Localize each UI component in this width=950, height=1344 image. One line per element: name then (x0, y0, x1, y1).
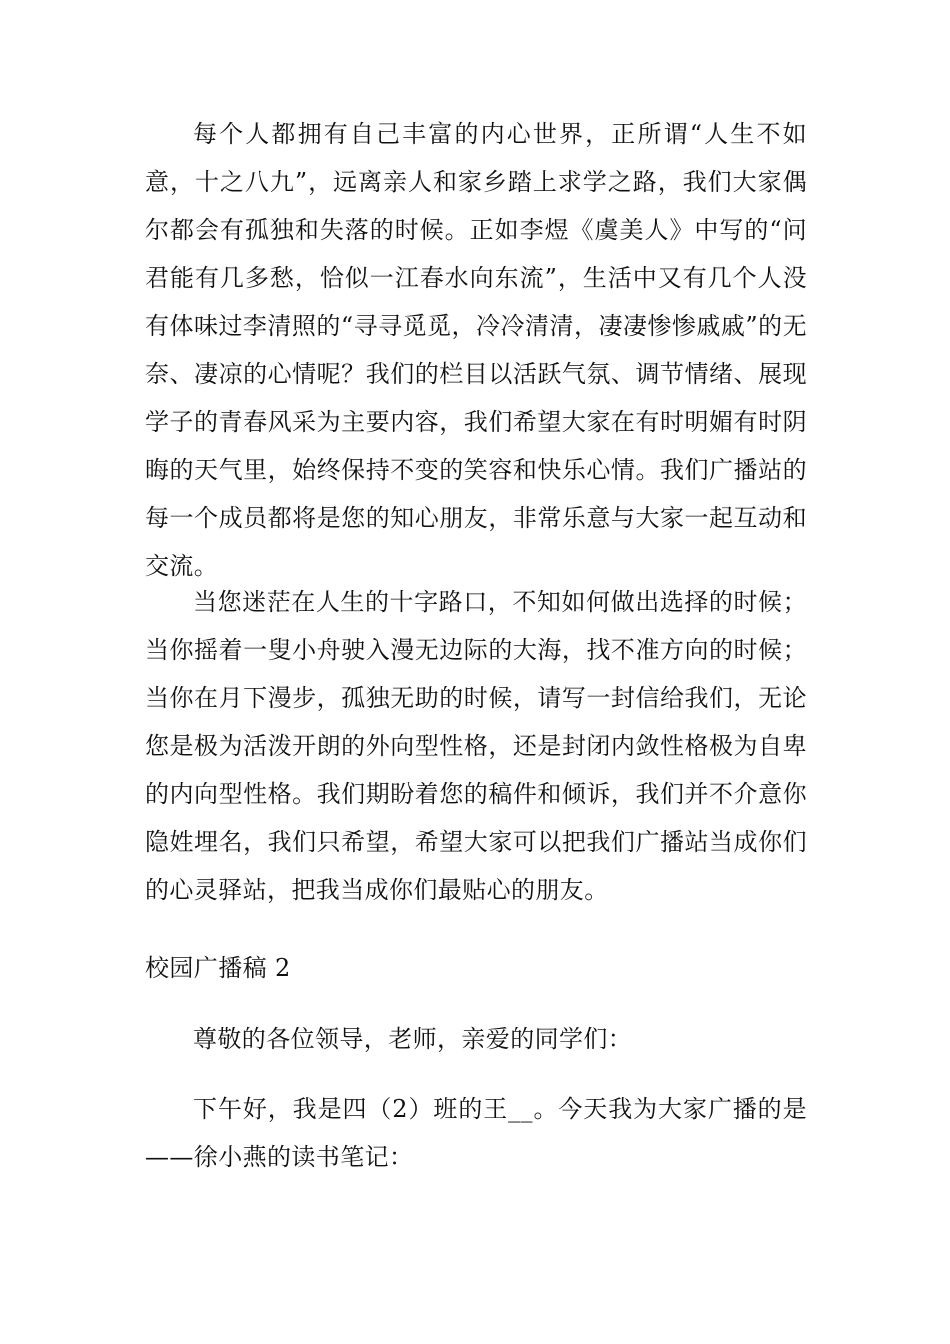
body-paragraph: 当您迷茫在人生的十字路口，不知如何做出选择的时候；当你摇着一叟小舟驶入漫无边际的大海，找不准方向的时候；当你在月下漫步，孤独无助的时候，请写一封信给我们，无论您是极为活泼开朗的外向型性格，还是封闭内敛性格极为自卑的内向型性格。我们期盼着您的稿件和倾诉，我们并不介意你隐姓埋名，我们只希望，希望大家可以把我们广播站当成你们的心灵驿站，把我当成你们最贴心的朋友。 (145, 588, 807, 904)
section-heading: 校园广播稿 2 (145, 954, 291, 982)
body-paragraph: 每个人都拥有自己丰富的内心世界，正所谓“人生不如意，十之八九”，远离亲人和家乡踏上求学之路，我们大家偶尔都会有孤独和失落的时候。正如李煜《虞美人》中写的“问君能有几多愁，恰似一江春水向东流”，生活中又有几个人没有体味过李清照的“寻寻觅觅，冷冷清清，凄凄惨惨戚戚”的无奈、凄凉的心情呢？我们的栏目以活跃气氛、调节情绪、展现学子的青春风采为主要内容，我们希望大家在有时明媚有时阴晦的天气里，始终保持不变的笑容和快乐心情。我们广播站的每一个成员都将是您的知心朋友，非常乐意与大家一起互动和交流。 (145, 120, 807, 580)
body-paragraph: 下午好，我是四（2）班的王__。今天我为大家广播的是——徐小燕的读书笔记： (145, 1095, 807, 1171)
greeting-paragraph: 尊敬的各位领导，老师，亲爱的同学们： (193, 1025, 633, 1053)
